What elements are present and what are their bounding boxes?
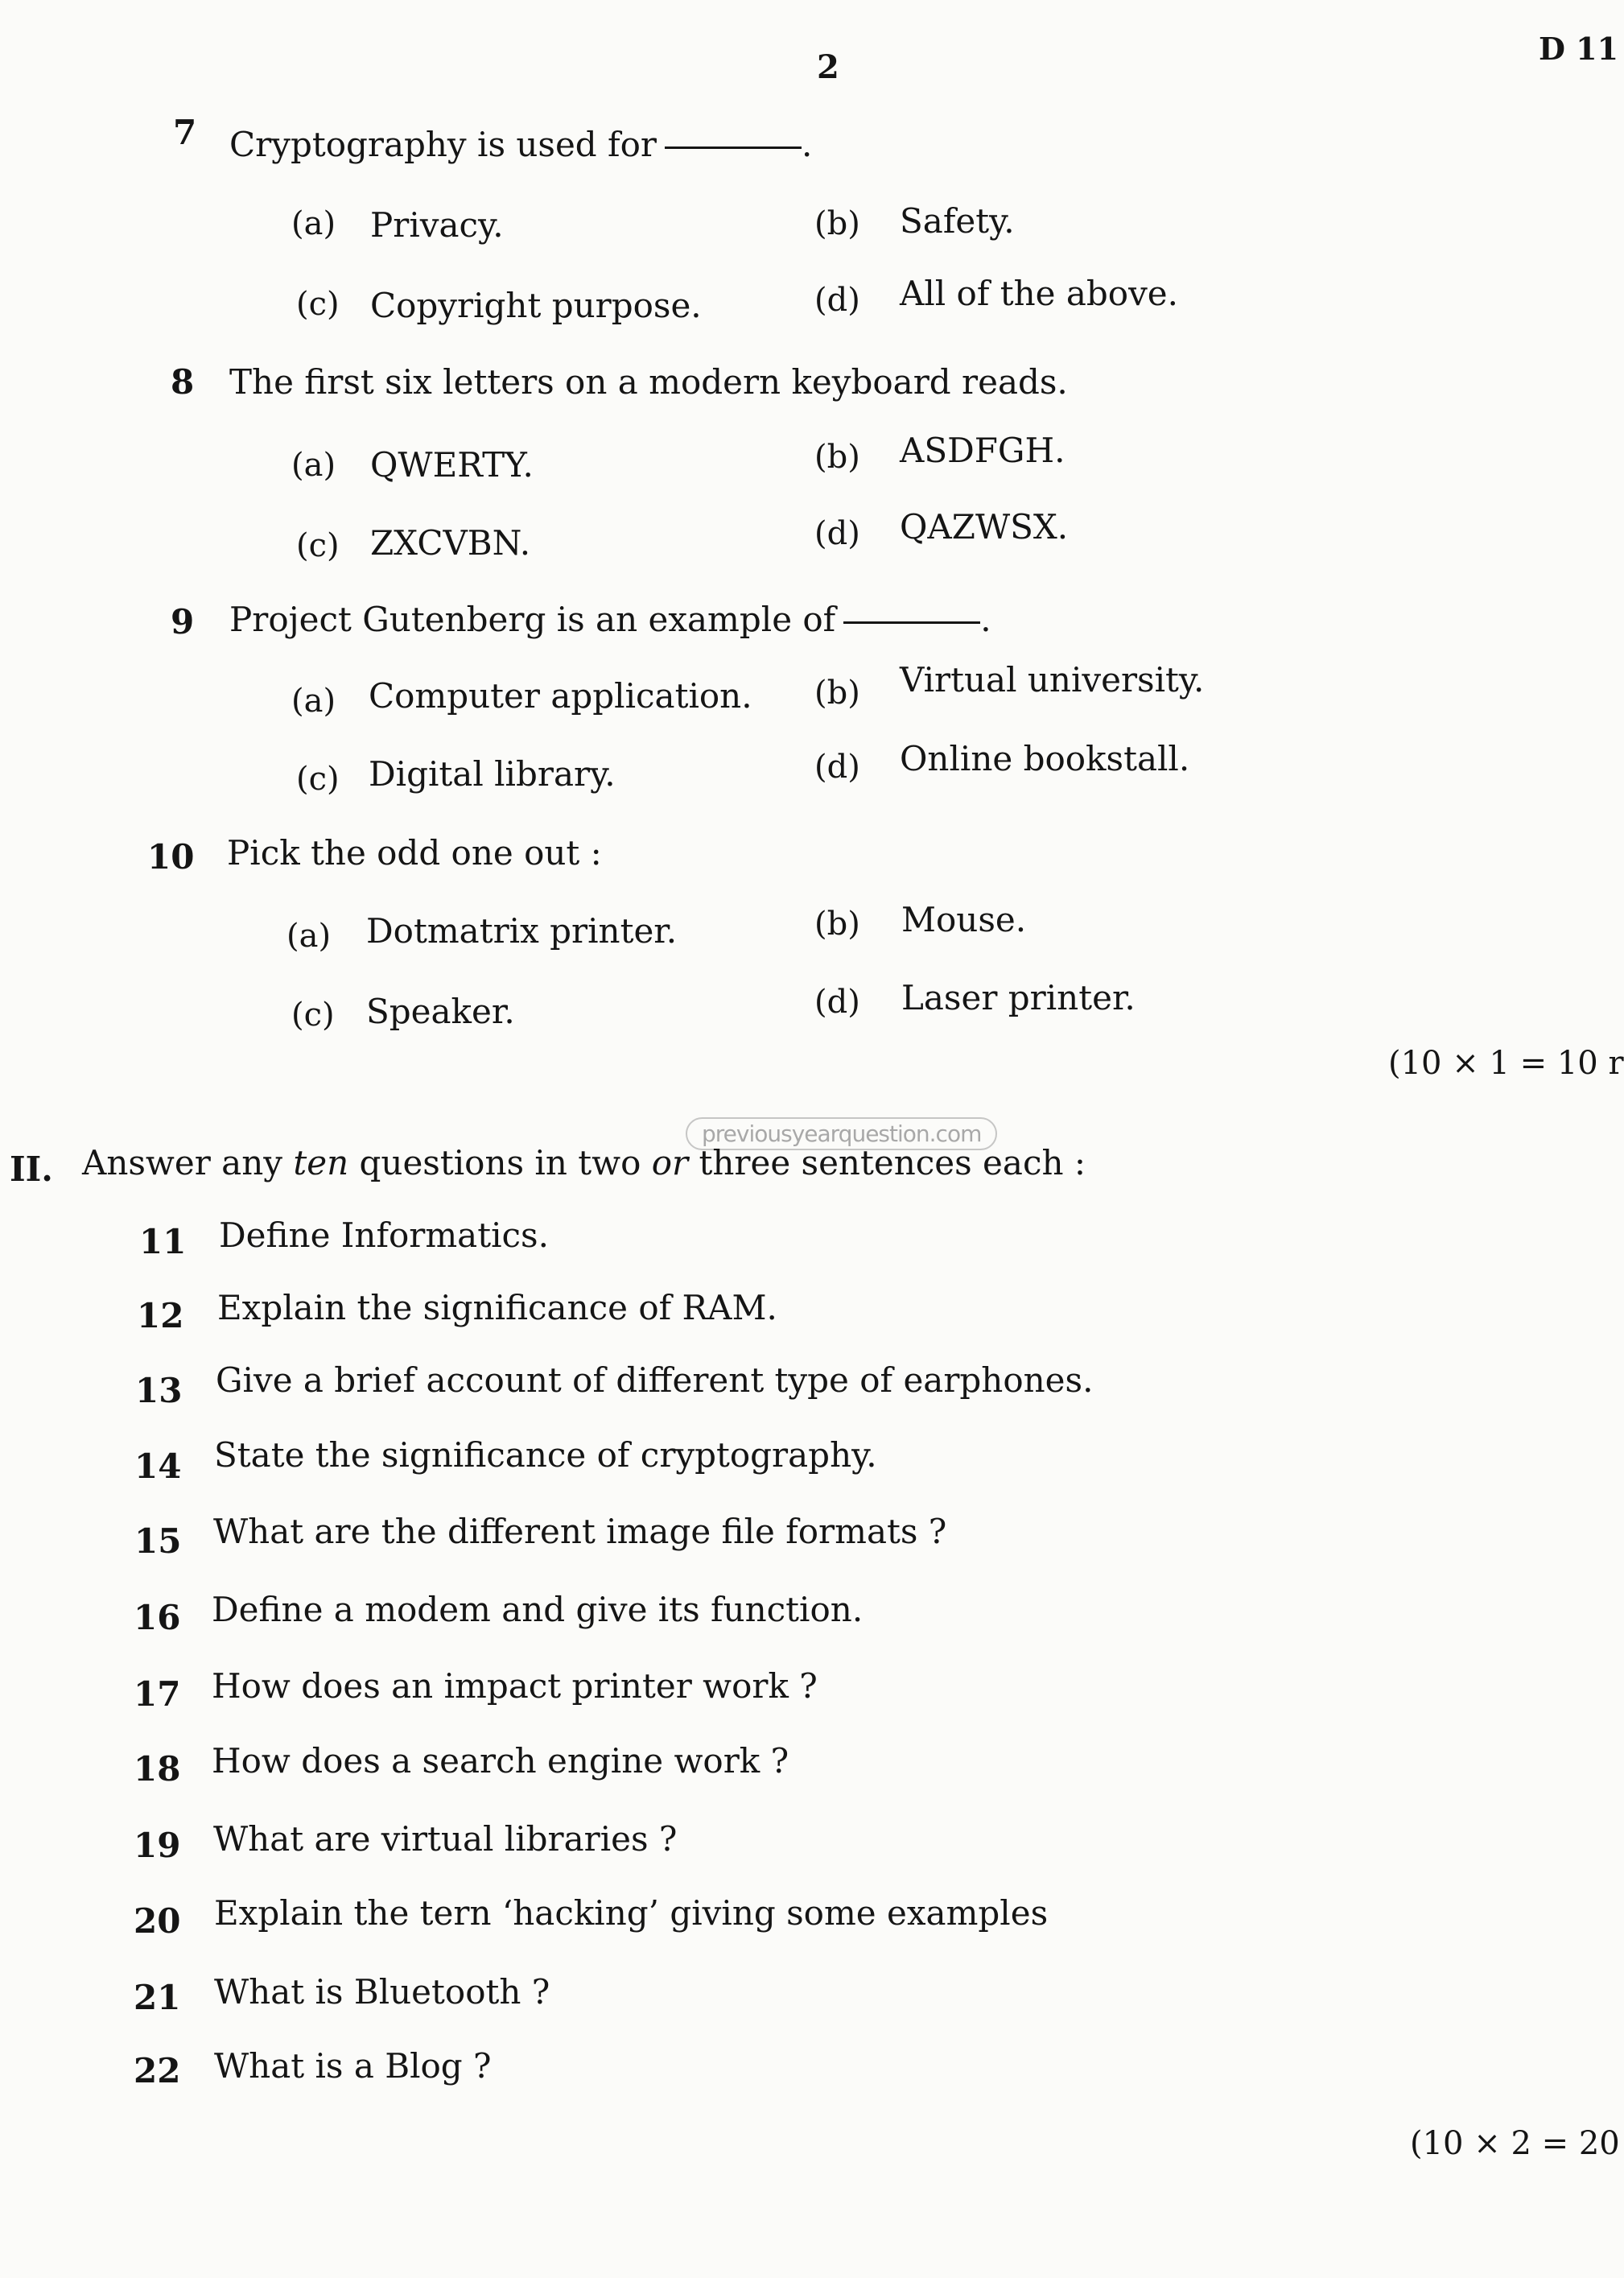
option-text: QAZWSX. [900,507,1069,547]
option-text: Safety. [900,201,1015,241]
question-text: State the significance of cryptography. [214,1435,877,1475]
question-number: 7 [173,113,197,152]
option-text: Copyright purpose. [370,286,702,325]
question-text: Cryptography is used for . [229,125,813,164]
option-label: (b) [814,205,860,242]
option-label: (b) [814,675,860,712]
option-text: Virtual university. [900,660,1205,699]
answer-blank [665,147,802,149]
option-text: Laser printer. [901,978,1136,1017]
option-text: ZXCVBN. [370,523,531,563]
question-text: What is Bluetooth ? [214,1972,550,2012]
option-text: QWERTY. [370,445,534,485]
paper-code: D 11 [1539,31,1619,67]
question-number: 9 [171,602,195,642]
question-text: Define Informatics. [219,1215,549,1255]
question-number: 13 [135,1371,183,1410]
question-text: What are virtual libraries ? [213,1819,678,1859]
section-2-marks: (10 × 2 = 20 [1410,2125,1620,2162]
option-text: Mouse. [901,900,1027,939]
question-text: Project Gutenberg is an example of . [229,600,991,639]
option-text: All of the above. [900,274,1179,313]
question-text: What is a Blog ? [214,2046,492,2086]
option-label: (d) [814,749,860,786]
question-number: 14 [134,1446,182,1486]
section-number: II. [10,1149,53,1189]
answer-blank [843,621,980,624]
option-label: (c) [296,527,340,564]
question-number: 16 [134,1598,181,1637]
question-number: 11 [139,1222,187,1261]
question-number: 12 [137,1296,184,1335]
question-text: The first six letters on a modern keyboard reads. [229,362,1068,402]
question-number: 8 [171,362,195,402]
option-label: (d) [814,282,860,319]
question-text: Define a modem and give its function. [212,1590,864,1629]
question-number: 19 [134,1826,181,1865]
option-text: Dotmatrix printer. [366,911,678,951]
option-text: Privacy. [370,205,504,245]
question-text: Explain the tern ‘hacking’ giving some examples [214,1893,1049,1933]
option-text: Speaker. [366,992,515,1031]
option-label: (d) [814,984,860,1021]
question-text: What are the different image file formats ? [213,1512,947,1551]
option-label: (a) [291,205,336,242]
question-text: How does an impact printer work ? [212,1666,818,1706]
option-text: Computer application. [369,676,752,716]
option-label: (d) [814,515,860,552]
question-text: How does a search engine work ? [212,1741,789,1781]
option-label: (a) [291,683,336,720]
page-number: 2 [817,48,839,86]
question-number: 20 [134,1901,181,1941]
option-text: ASDFGH. [900,431,1065,470]
question-number: 10 [147,837,195,877]
option-label: (a) [291,447,336,484]
question-text: Explain the significance of RAM. [217,1288,777,1327]
section-1-marks: (10 × 1 = 10 r [1388,1045,1624,1082]
option-text: Digital library. [369,754,616,794]
question-number: 18 [134,1749,181,1789]
question-number: 15 [134,1521,182,1561]
question-text: Give a brief account of different type of earphones. [216,1360,1094,1400]
option-label: (b) [814,439,860,476]
question-number: 21 [134,1978,181,2017]
option-label: (c) [296,761,340,798]
option-label: (a) [286,918,332,955]
question-text: Pick the odd one out : [227,833,602,873]
option-label: (b) [814,906,860,943]
option-label: (c) [296,286,340,323]
option-text: Online bookstall. [900,739,1190,778]
section-instruction: Answer any ten questions in two or three sentences each : [82,1143,1086,1182]
question-number: 17 [134,1674,181,1714]
option-label: (c) [291,997,335,1034]
question-number: 22 [134,2051,181,2090]
watermark-stamp: previousyearquestion.com [686,1117,997,1150]
